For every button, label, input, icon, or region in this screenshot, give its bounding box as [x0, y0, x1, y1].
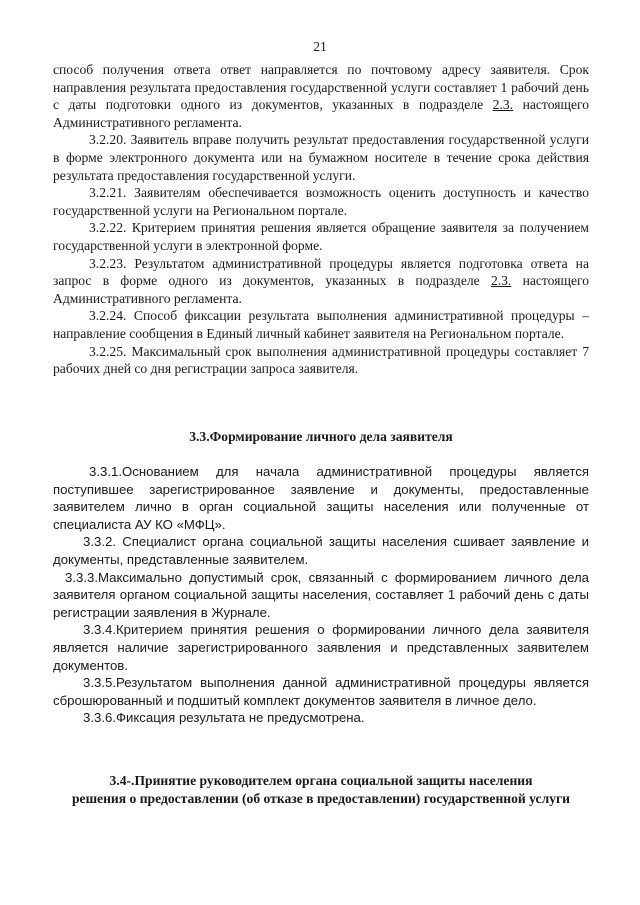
- paragraph-3-2-25: 3.2.25. Максимальный срок выполнения административной процедуры составляет 7 рабочих дней со дня регистрации запроса заявителя.: [53, 343, 589, 377]
- paragraph-3-2-21: 3.2.21. Заявителям обеспечивается возможность оценить доступность и качество государственной услуги на Региональном портале.: [53, 185, 589, 218]
- section-reference-link: 2.3.: [492, 97, 514, 113]
- paragraph-text: настоящего Административного регламента.: [53, 97, 590, 130]
- paragraph-3-2-22: 3.2.22. Критерием принятия решения является обращение заявителя за получением государственной услуги в электронной форме.: [53, 220, 589, 253]
- paragraph-3-3-1: 3.3.1.Основанием для начала административной процедуры является поступившее зарегистрированное заявление и документы, предоставленные заявителем лично в орган социальной защиты населения или полученные от специалиста АУ КО «МФЦ».: [53, 464, 589, 532]
- page-number: 21: [313, 39, 327, 54]
- section-32-continuation: [53, 61, 589, 378]
- paragraph-3-3-4: 3.3.4.Критерием принятия решения о формировании личного дела заявителя является наличие зарегистрированного заявления и представленных заявителем документов.: [53, 622, 589, 673]
- paragraph-text: настоящего Административного регламента.: [53, 273, 590, 306]
- section-reference-link: 2.3.: [490, 273, 512, 289]
- paragraph-3-3-5: 3.3.5.Результатом выполнения данной административной процедуры является сброшюрованный и подшитый комплект документов заявителя в личное дело.: [53, 675, 589, 708]
- section-34-heading-line-1: 3.4-.Принятие руководителем органа социальной защиты населения: [109, 773, 533, 788]
- paragraph-3-2-24: 3.2.24. Способ фиксации результата выполнения административной процедуры – направление сообщения в Единый личный кабинет заявителя на Региональном портале.: [53, 308, 589, 341]
- paragraph-3-3-2: 3.3.2. Специалист органа социальной защиты населения сшивает заявление и документы, представленные заявителем.: [53, 534, 589, 567]
- paragraph-text: 3.2.23. Результатом административной процедуры является подготовка ответа на запрос в форме одного из документов, указанных в подразделе: [53, 255, 589, 289]
- paragraph-3-3-6: 3.3.6.Фиксация результата не предусмотрена.: [83, 710, 365, 726]
- section-33-heading: 3.3.Формирование личного дела заявителя: [189, 429, 453, 444]
- paragraph-response-method: [53, 61, 589, 131]
- section-34-heading-line-2: решения о предоставлении (об отказе в предоставлении) государственной услуги: [71, 790, 571, 806]
- paragraph-3-2-20: 3.2.20. Заявитель вправе получить результат предоставления государственной услуги в форме электронного документа или на бумажном носителе в течение срока действия результата предоставления государственной услуги.: [53, 132, 589, 183]
- paragraph-3-3-3: 3.3.3.Максимально допустимый срок, связанный с формированием личного дела заявителя органом социальной защиты населения, составляет 1 рабочий день с даты регистрации заявления в Журнале.: [53, 569, 589, 620]
- section-34-heading: [53, 772, 589, 807]
- paragraph-3-2-23: [53, 255, 589, 308]
- paragraph-text: способ получения ответа ответ направляется по почтовому адресу заявителя. Срок направления результата предоставления государственной услуги составляет 1 рабочий день с даты подготовки одного из документов, указанных в подразделе: [53, 62, 589, 113]
- section-33-body: [53, 463, 589, 727]
